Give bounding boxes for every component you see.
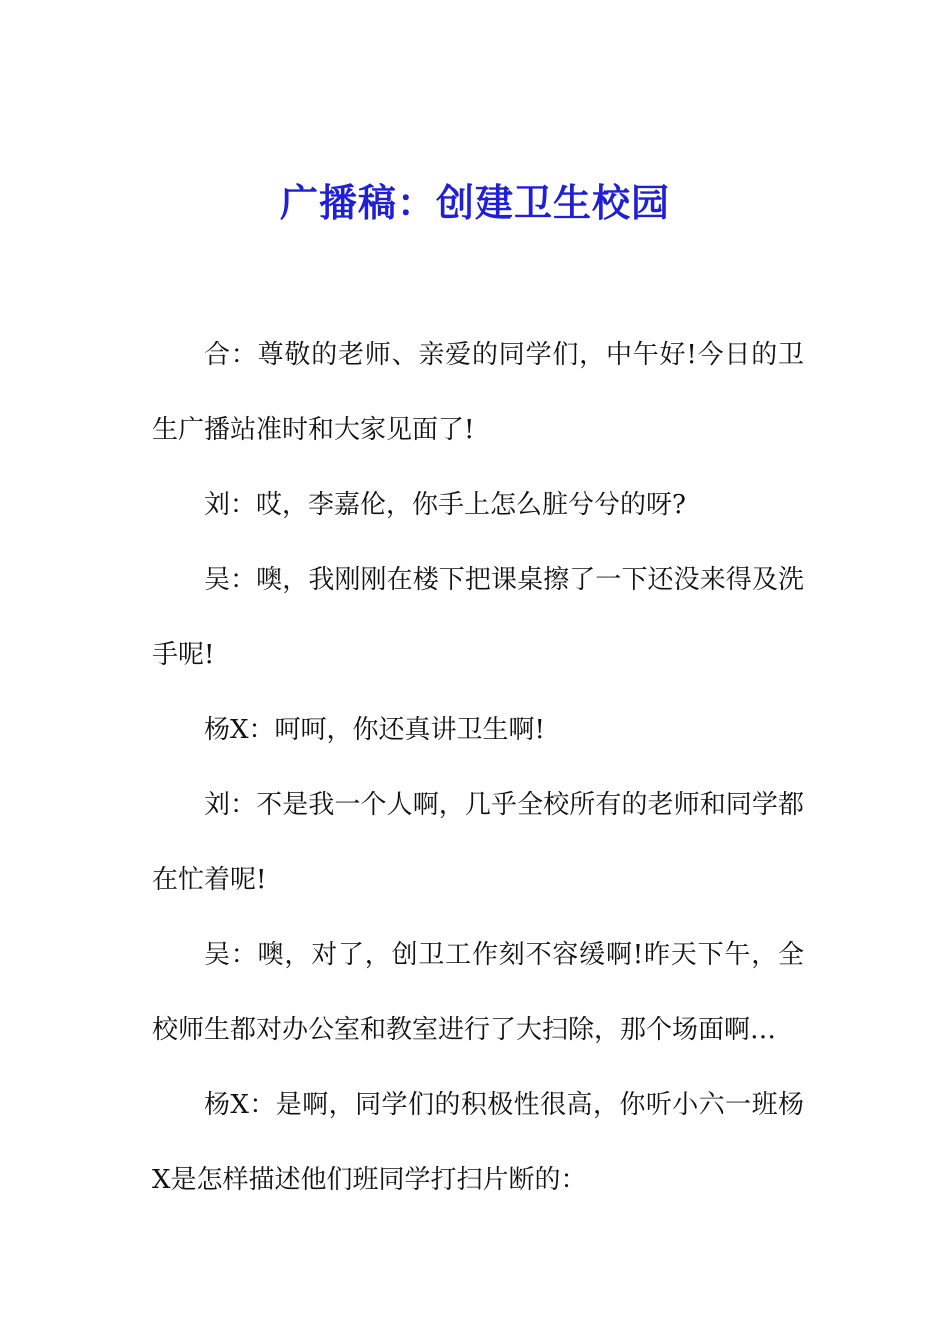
paragraph-wu-2: 吴：噢，对了，创卫工作刻不容缓啊!昨天下午，全校师生都对办公室和教室进行了大扫除，那个场面啊… <box>152 940 804 1045</box>
paragraph-yang-2: 杨X：是啊，同学们的积极性很高，你听小六一班杨X是怎样描述他们班同学打扫片断的： <box>152 1090 804 1195</box>
document-body <box>152 318 804 1218</box>
paragraph-liu-1: 刘：哎，李嘉伦，你手上怎么脏兮兮的呀? <box>204 490 686 520</box>
paragraph-yang-1: 杨X：呵呵，你还真讲卫生啊! <box>204 715 545 745</box>
paragraph-wu-1: 吴：噢，我刚刚在楼下把课桌擦了一下还没来得及洗手呢! <box>152 565 804 670</box>
paragraph-liu-2: 刘：不是我一个人啊，几乎全校所有的老师和同学都在忙着呢! <box>152 790 804 895</box>
document-title: 广播稿：创建卫生校园 <box>279 180 670 225</box>
paragraph-greeting: 合：尊敬的老师、亲爱的同学们，中午好!今日的卫生广播站准时和大家见面了! <box>152 340 804 445</box>
